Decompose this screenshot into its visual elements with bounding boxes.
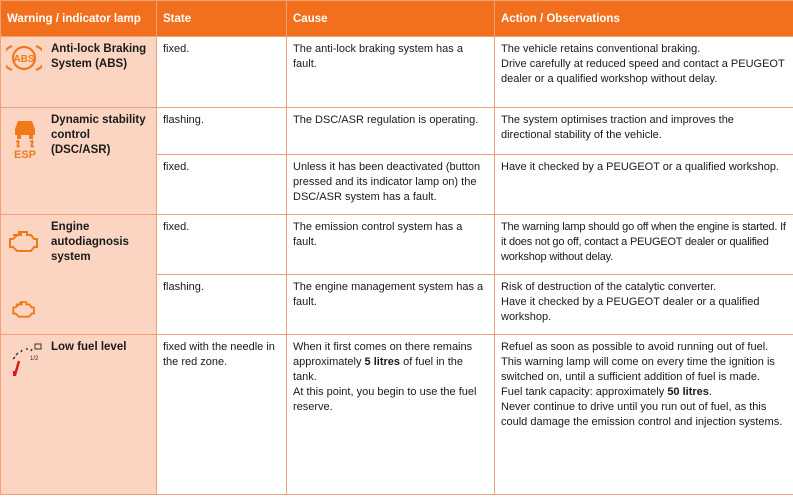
- action-line: Have it checked by a PEUGEOT dealer or a qualified workshop.: [501, 296, 760, 323]
- svg-text:ABS: ABS: [13, 54, 35, 65]
- action-line: The vehicle retains conventional braking.: [501, 43, 701, 55]
- action-line: This warning lamp will come on every time the ignition is switched on, until a sufficient addition of fuel is made.: [501, 356, 775, 383]
- cause-cell: [287, 335, 495, 495]
- state-cell: flashing.: [157, 275, 287, 335]
- cause-line: At this point, you begin to use the fuel reserve.: [293, 386, 477, 413]
- action-cell: Have it checked by a PEUGEOT or a qualified workshop.: [495, 155, 793, 215]
- svg-text:ESP: ESP: [13, 149, 37, 159]
- lamp-name: Low fuel level: [51, 341, 127, 353]
- action-line: Risk of destruction of the catalytic converter.: [501, 281, 717, 293]
- capacity-text: .: [708, 386, 712, 398]
- header-cause: Cause: [287, 1, 495, 37]
- table-row: [1, 335, 793, 495]
- cause-cell: The emission control system has a fault.: [287, 215, 495, 275]
- action-cell: [495, 335, 793, 495]
- action-line: Never continue to drive until you run out of fuel, as this could damage the emission control and injection systems.: [501, 401, 783, 428]
- cause-bold: 5 litres: [364, 356, 401, 368]
- engine-check-icon: [11, 298, 37, 320]
- action-cell: The system optimises traction and improves the directional stability of the vehicle.: [495, 108, 793, 155]
- lamp-cell-engine: [1, 215, 157, 335]
- engine-check-icon: [7, 227, 41, 255]
- lamp-cell-abs: [1, 37, 157, 108]
- action-line: Drive carefully at reduced speed and contact a PEUGEOT dealer or a qualified workshop without delay.: [501, 58, 785, 85]
- abs-warning-icon: [6, 43, 42, 73]
- action-cell: [495, 37, 793, 108]
- action-line: Refuel as soon as possible to avoid running out of fuel.: [501, 341, 769, 353]
- table-row: [1, 108, 793, 155]
- fuel-gauge-icon: [7, 341, 45, 377]
- table-header-row: [1, 1, 793, 37]
- table-row: [1, 37, 793, 108]
- state-cell: flashing.: [157, 108, 287, 155]
- header-lamp: Warning / indicator lamp: [1, 1, 157, 37]
- state-cell: fixed.: [157, 215, 287, 275]
- cause-cell: The DSC/ASR regulation is operating.: [287, 108, 495, 155]
- table-row: [1, 215, 793, 275]
- capacity-text: Fuel tank capacity: approximately: [501, 386, 668, 398]
- state-cell: fixed with the needle in the red zone.: [157, 335, 287, 495]
- capacity-bold: 50 litres: [667, 386, 709, 398]
- cause-text: of fuel in the tank.: [293, 356, 464, 383]
- cause-text: When it first comes on there remains approximately: [293, 341, 473, 368]
- lamp-cell-fuel: [1, 335, 157, 495]
- header-state: State: [157, 1, 287, 37]
- lamp-name: Anti-lock Braking System (ABS): [51, 43, 147, 70]
- cause-cell: The engine management system has a fault.: [287, 275, 495, 335]
- action-cell: The warning lamp should go off when the engine is started. If it does not go off, contact a PEUGEOT dealer or qualified workshop without delay.: [495, 215, 793, 275]
- lamp-cell-dsc: [1, 108, 157, 215]
- cause-cell: Unless it has been deactivated (button pressed and its indicator lamp on) the DSC/ASR system has a fault.: [287, 155, 495, 215]
- esp-skid-icon: [9, 115, 41, 159]
- action-line: [501, 385, 787, 400]
- svg-text:1/2: 1/2: [30, 356, 39, 362]
- action-cell: [495, 275, 793, 335]
- state-cell: fixed.: [157, 155, 287, 215]
- header-action: Action / Observations: [495, 1, 793, 37]
- lamp-name: Engine autodiagnosis system: [51, 221, 129, 263]
- lamp-name: Dynamic stability control (DSC/ASR): [51, 114, 146, 156]
- state-cell: fixed.: [157, 37, 287, 108]
- cause-cell: The anti-lock braking system has a fault.: [287, 37, 495, 108]
